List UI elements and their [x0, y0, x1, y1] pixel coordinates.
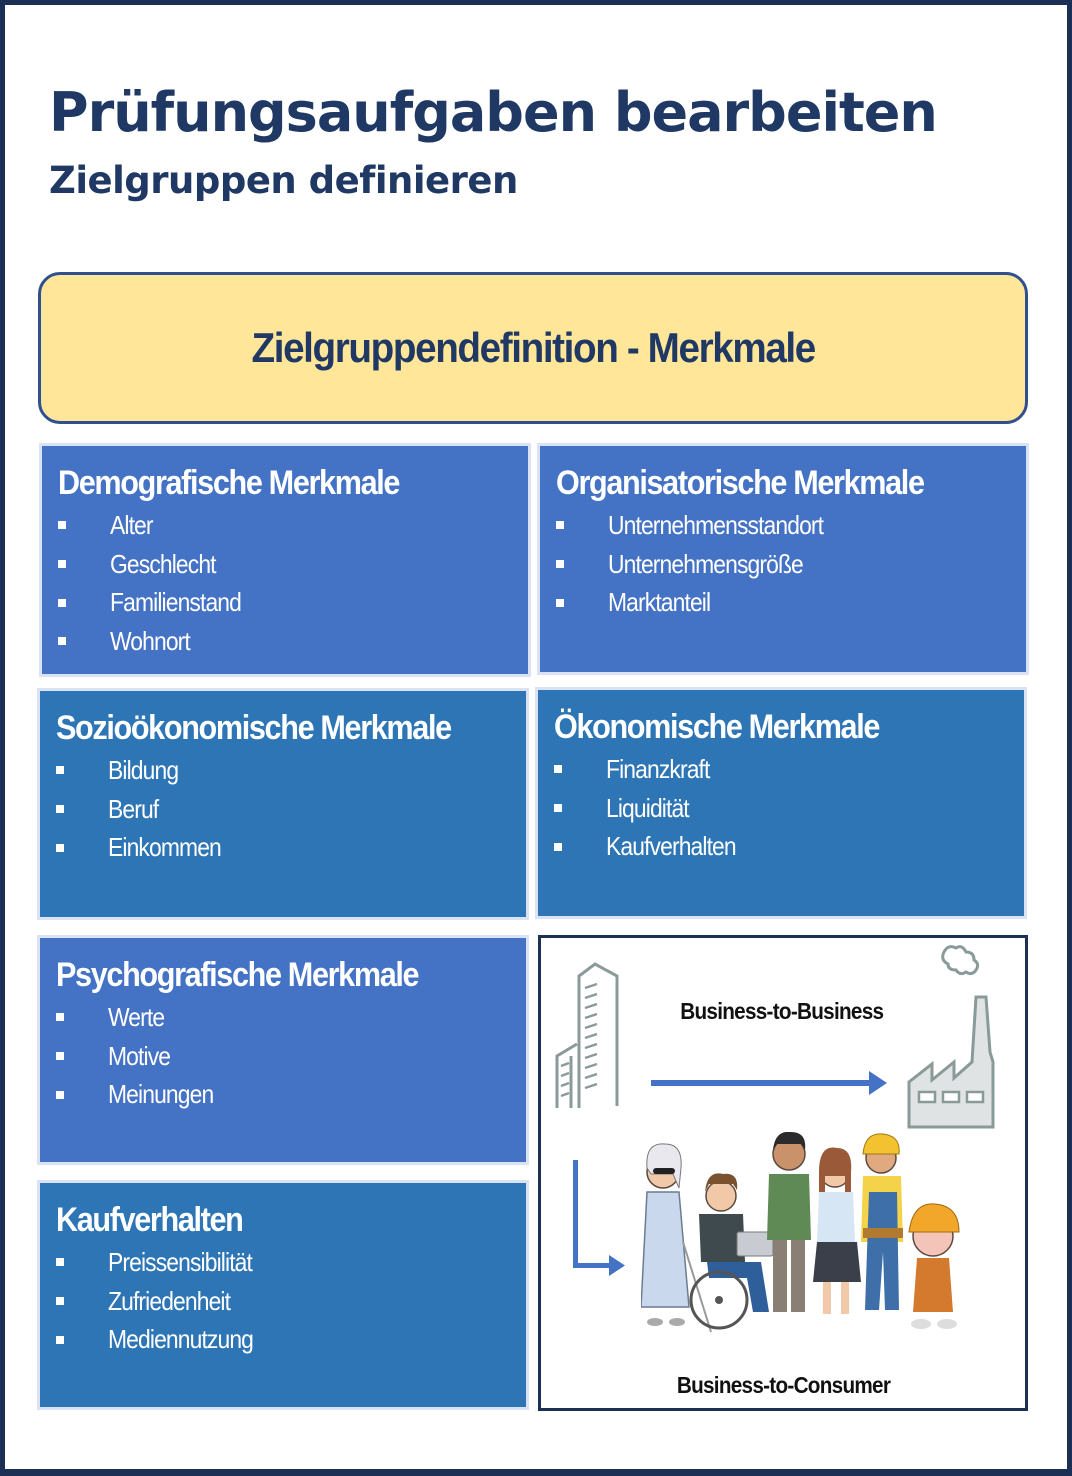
category-list [56, 1243, 510, 1359]
list-item: Marktanteil [556, 583, 1010, 622]
square-bullet-icon [554, 804, 562, 812]
square-bullet-icon [556, 521, 564, 529]
arrow-right-icon [651, 1068, 891, 1098]
list-item: Bildung [56, 751, 510, 790]
category-list [556, 506, 1010, 622]
square-bullet-icon [554, 765, 562, 773]
list-item: Finanzkraft [554, 750, 1008, 789]
category-list [554, 750, 1008, 866]
list-item: Einkommen [56, 828, 510, 867]
category-organisatorisch [540, 446, 1026, 672]
square-bullet-icon [554, 843, 562, 851]
square-bullet-icon [56, 766, 64, 774]
category-title: Psychografische Merkmale [56, 956, 419, 994]
category-psychografisch [40, 938, 526, 1162]
category-list [58, 506, 512, 661]
list-item: Meinungen [56, 1075, 510, 1114]
list-item: Unternehmensstandort [556, 506, 1010, 545]
category-list [56, 751, 510, 867]
category-list [56, 998, 510, 1114]
list-item: Liquidität [554, 789, 1008, 828]
category-title: Kaufverhalten [56, 1201, 243, 1239]
list-item: Unternehmensgröße [556, 545, 1010, 584]
list-item: Wohnort [58, 622, 512, 661]
list-item: Alter [58, 506, 512, 545]
category-title: Organisatorische Merkmale [556, 464, 924, 502]
office-building-icon [551, 958, 626, 1113]
list-item: Kaufverhalten [554, 827, 1008, 866]
category-title: Demografische Merkmale [58, 464, 400, 502]
list-item: Beruf [56, 790, 510, 829]
category-kaufverhalten [40, 1183, 526, 1407]
square-bullet-icon [556, 599, 564, 607]
b2c-label: Business-to-Consumer [676, 1372, 891, 1398]
section-banner [38, 272, 1028, 424]
square-bullet-icon [56, 1336, 64, 1344]
square-bullet-icon [56, 1052, 64, 1060]
list-item: Werte [56, 998, 510, 1037]
square-bullet-icon [56, 805, 64, 813]
page [5, 5, 1067, 1469]
category-demografisch [42, 446, 528, 674]
consumer-group-illustration [641, 1132, 961, 1352]
list-item: Familienstand [58, 583, 512, 622]
square-bullet-icon [56, 1013, 64, 1021]
square-bullet-icon [56, 1297, 64, 1305]
factory-icon [906, 942, 1001, 1132]
b2b-b2c-illustration [538, 935, 1028, 1411]
square-bullet-icon [58, 599, 66, 607]
list-item: Mediennutzung [56, 1320, 510, 1359]
list-item: Preissensibilität [56, 1243, 510, 1282]
page-title: Prüfungsaufgaben bearbeiten [49, 81, 937, 144]
list-item: Motive [56, 1037, 510, 1076]
square-bullet-icon [58, 637, 66, 645]
category-oekonomisch [538, 690, 1024, 916]
list-item: Zufriedenheit [56, 1282, 510, 1321]
category-title: Sozioökonomische Merkmale [56, 709, 451, 747]
square-bullet-icon [56, 1258, 64, 1266]
banner-title: Zielgruppendefinition - Merkmale [251, 324, 815, 371]
page-subtitle: Zielgruppen definieren [49, 159, 518, 202]
square-bullet-icon [58, 560, 66, 568]
arrow-down-right-icon [569, 1160, 629, 1285]
category-soziooekonomisch [40, 691, 526, 917]
b2b-label: Business-to-Business [680, 998, 884, 1024]
square-bullet-icon [56, 1091, 64, 1099]
category-title: Ökonomische Merkmale [554, 708, 880, 746]
square-bullet-icon [58, 521, 66, 529]
square-bullet-icon [56, 844, 64, 852]
list-item: Geschlecht [58, 545, 512, 584]
square-bullet-icon [556, 560, 564, 568]
